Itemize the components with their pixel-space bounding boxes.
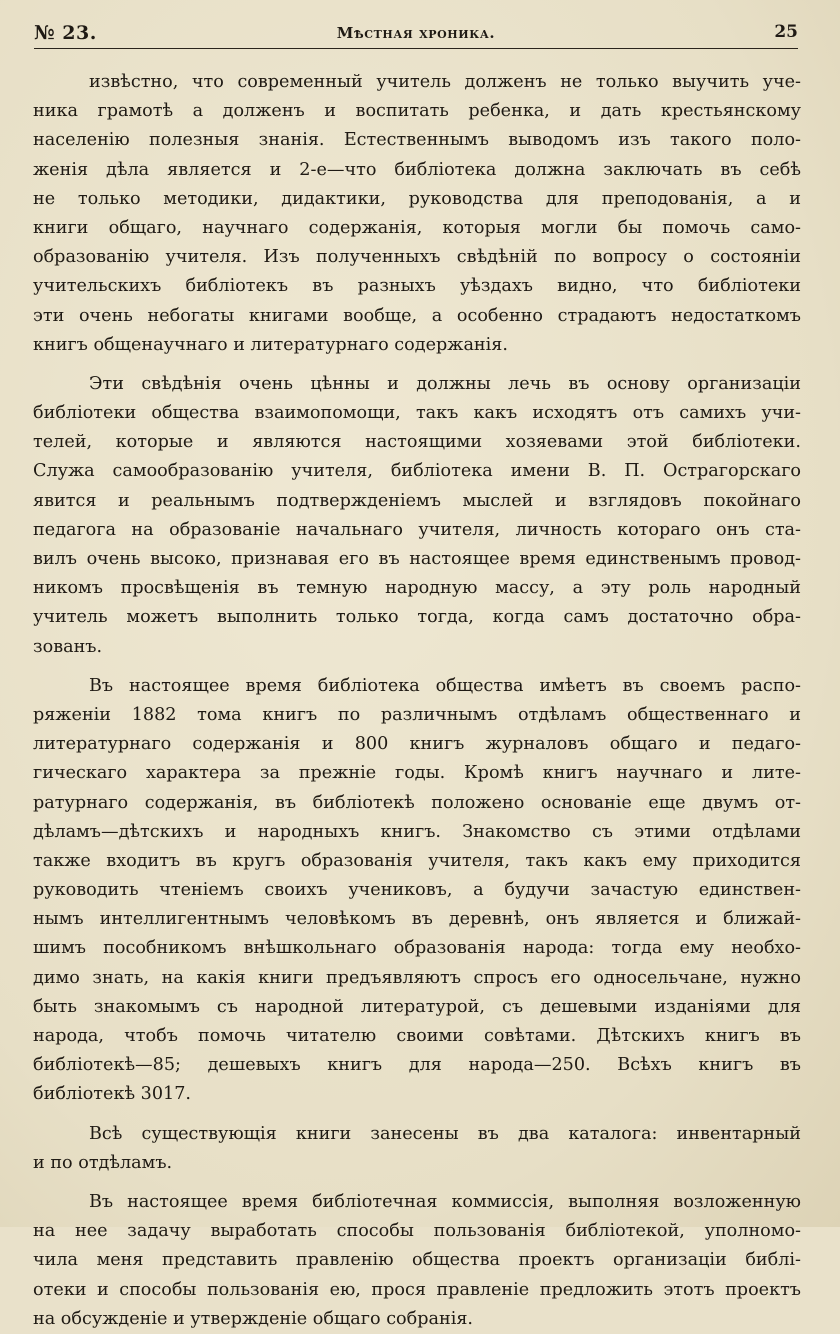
paragraph (33, 370, 801, 662)
text-line: гическаго характера за прежніе годы. Кромѣ книгъ научнаго и лите- (33, 763, 801, 784)
text-line: учительскихъ библіотекъ въ разныхъ уѣздахъ видно, что библіотеки (33, 276, 801, 297)
section-title: Мѣстная хроника. (336, 24, 496, 42)
text-line: библіотекѣ—85; дешевыхъ книгъ для народа—250. Всѣхъ книгъ въ (33, 1055, 801, 1076)
text-line: библіотеки общества взаимопомощи, такъ какъ исходятъ отъ самихъ учи- (33, 403, 801, 424)
page-header (34, 22, 798, 48)
text-line: явится и реальнымъ подтвержденіемъ мыслей и взглядовъ покойнаго (33, 490, 801, 511)
text-line: образованію учителя. Изъ полученныхъ свѣдѣній по вопросу о состояніи (33, 247, 801, 268)
text-line: Всѣ существующія книги занесены въ два каталога: инвентарный (89, 1123, 801, 1144)
text-line: не только методики, дидактики, руководства для преподованія, а и (33, 188, 801, 209)
page-number: 25 (774, 22, 798, 42)
text-line: отеки и способы пользованія ею, прося правленіе предложить этотъ проектъ (33, 1279, 801, 1300)
text-line: руководить чтеніемъ своихъ учениковъ, а будучи зачастую единствен- (33, 880, 801, 901)
text-line: на нее задачу выработать способы пользованія библіотекой, уполномо- (33, 1221, 801, 1242)
text-line: Въ настоящее время библіотека общества имѣетъ въ своемъ распо- (89, 675, 801, 696)
text-line: и по отдѣламъ. (33, 1152, 173, 1173)
text-line: женія дѣла является и 2-е—что библіотека должна заключать въ себѣ (33, 159, 801, 180)
text-line: также входитъ въ кругъ образованія учителя, такъ какъ ему приходится (33, 850, 801, 871)
text-line: вилъ очень высоко, признавая его въ настоящее время единственымъ провод- (33, 549, 801, 569)
text-line: чила меня представить правленію общества проектъ организаціи библі- (33, 1250, 801, 1271)
issue-number: № 23. (34, 22, 97, 44)
text-line: учитель можетъ выполнить только тогда, когда самъ достаточно обра- (33, 607, 801, 628)
text-line: литературнаго содержанія и 800 книгъ журналовъ общаго и педаго- (33, 734, 801, 755)
header-rule (34, 48, 798, 49)
text-line: населенію полезныя знанія. Естественнымъ выводомъ изъ такого поло- (33, 130, 801, 151)
paragraph (33, 68, 801, 360)
text-line: Въ настоящее время библіотечная коммиссія, выполняя возложенную (89, 1191, 801, 1212)
paragraph (33, 672, 801, 1110)
paragraph (33, 1120, 801, 1178)
paragraph (33, 1188, 801, 1334)
text-line: шимъ пособникомъ внѣшкольнаго образованія народа: тогда ему необхо- (33, 938, 801, 959)
text-line: димо знать, на какія книги предъявляютъ спросъ его односельчане, нужно (33, 967, 801, 988)
text-line: Эти свѣдѣнія очень цѣнны и должны лечь въ основу организаціи (89, 373, 801, 394)
text-line: извѣстно, что современный учитель долженъ не только выучить уче- (89, 72, 801, 92)
text-line: ника грамотѣ а долженъ и воспитать ребенка, и дать крестьянскому (33, 101, 801, 122)
text-line: никомъ просвѣщенія въ темную народную массу, а эту роль народный (33, 578, 801, 599)
text-line: педагога на образованіе начальнаго учителя, личность котораго онъ ста- (33, 519, 801, 540)
text-line: народа, чтобъ помочь читателю своими совѣтами. Дѣтскихъ книгъ въ (33, 1026, 801, 1046)
text-line: на обсужденіе и утвержденіе общаго собранія. (33, 1308, 474, 1329)
text-line: дѣламъ—дѣтскихъ и народныхъ книгъ. Знакомство съ этими отдѣлами (33, 821, 801, 842)
text-line: телей, которые и являются настоящими хозяевами этой библіотеки. (33, 432, 801, 453)
text-line: эти очень небогаты книгами вообще, а особенно страдаютъ недостаткомъ (33, 305, 801, 326)
text-line: библіотекѣ 3017. (33, 1084, 192, 1105)
text-line: нымъ интеллигентнымъ человѣкомъ въ деревнѣ, онъ является и ближай- (33, 909, 801, 930)
page-body (33, 68, 801, 1334)
text-line: ряженіи 1882 тома книгъ по различнымъ отдѣламъ общественнаго и (33, 704, 801, 725)
text-line: ратурнаго содержанія, въ библіотекѣ положено основаніе еще двумъ от- (33, 792, 801, 813)
text-line: быть знакомымъ съ народной литературой, съ дешевыми изданіями для (33, 996, 801, 1017)
text-line: Служа самообразованію учителя, библіотека имени В. П. Острагорскаго (33, 461, 801, 482)
text-line: книгъ общенаучнаго и литературнаго содержанія. (33, 334, 508, 355)
text-line: зованъ. (33, 636, 103, 657)
text-line: книги общаго, научнаго содержанія, которыя могли бы помочь само- (33, 217, 801, 238)
